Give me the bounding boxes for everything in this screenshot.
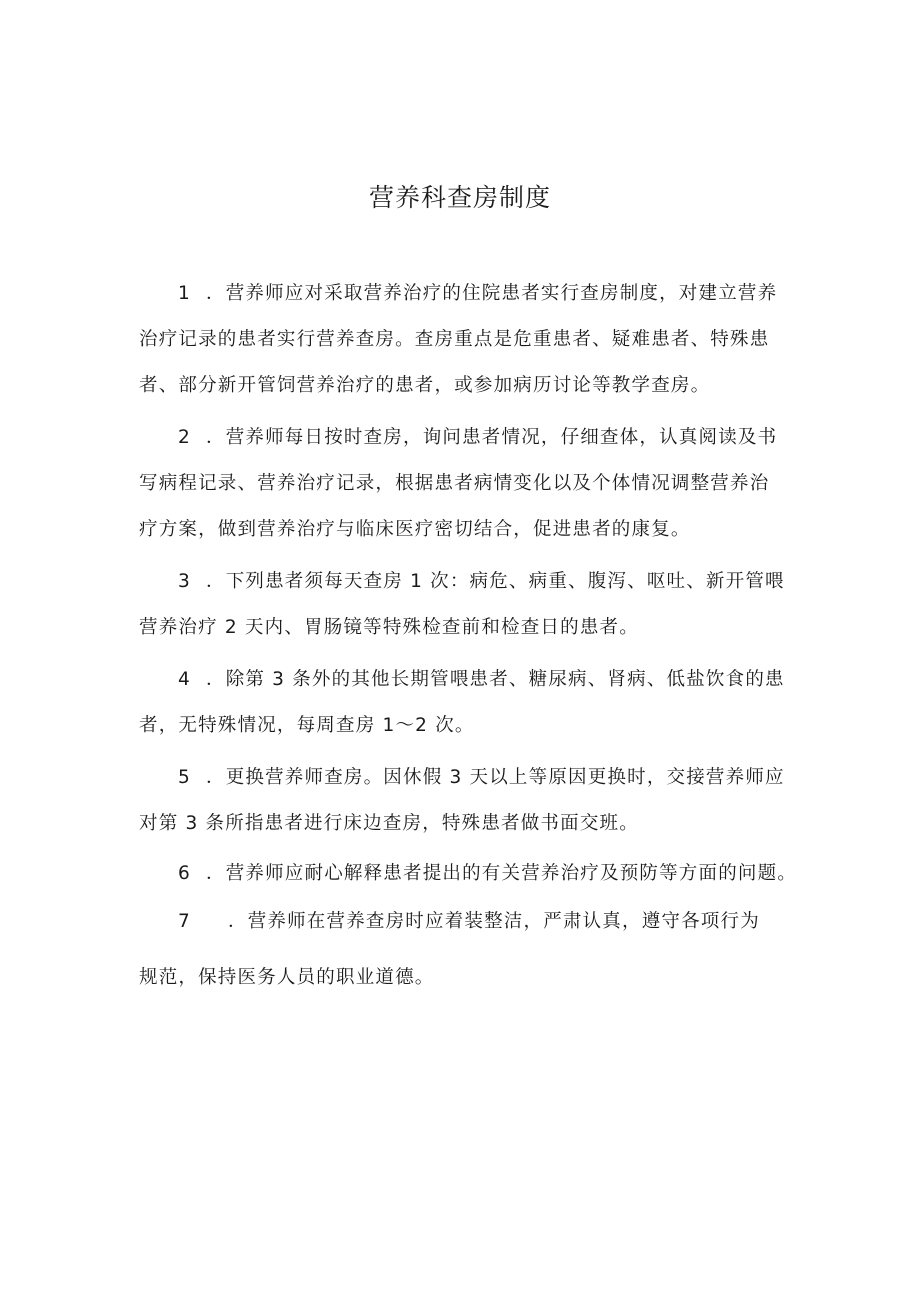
item-1-line-2: 治疗记录的患者实行营养查房。查房重点是危重患者、疑难患者、特殊患 <box>139 329 770 350</box>
item-number: 2 <box>178 427 191 448</box>
item-number: 7 <box>178 911 191 932</box>
item-2-line-3: 疗方案，做到营养治疗与临床医疗密切结合，促进患者的康复。 <box>139 519 691 540</box>
item-2-line-1: 2 ．营养师每日按时查房，询问患者情况，仔细查体，认真阅读及书 <box>178 424 777 452</box>
item-4-line-2: 者，无特殊情况，每周查房 1～2 次。 <box>139 715 475 736</box>
item-7-line-1: 7 ．营养师在营养查房时应着装整洁，严肃认真，遵守各项行为 <box>178 908 760 936</box>
item-4-line-1: 4 ．除第 3 条外的其他长期管喂患者、糖尿病、肾病、低盐饮食的患 <box>178 666 785 694</box>
item-number: 4 <box>178 669 191 690</box>
document-title: 营养科查房制度 <box>368 183 551 212</box>
item-number: 5 <box>178 767 191 788</box>
item-number: 1 <box>178 283 191 304</box>
item-5-line-1: 5 ．更换营养师查房。因休假 3 天以上等原因更换时，交接营养师应 <box>178 764 785 792</box>
item-1-line-1: 1 ．营养师应对采取营养治疗的住院患者实行查房制度，对建立营养 <box>178 280 777 308</box>
item-1-line-3: 者、部分新开管饲营养治疗的患者，或参加病历讨论等教学查房。 <box>139 375 711 396</box>
item-2-line-2: 写病程记录、营养治疗记录，根据患者病情变化以及个体情况调整营养治 <box>139 473 770 494</box>
item-6-line-1: 6 ．营养师应耐心解释患者提出的有关营养治疗及预防等方面的问题。 <box>178 860 797 888</box>
item-number: 3 <box>178 571 191 592</box>
item-3-line-1: 3 ．下列患者须每天查房 1 次：病危、病重、腹泻、呕吐、新开管喂 <box>178 568 785 596</box>
item-5-line-2: 对第 3 条所指患者进行床边查房，特殊患者做书面交班。 <box>139 813 639 834</box>
item-number: 6 <box>178 863 191 884</box>
item-3-line-2: 营养治疗 2 天内、胃肠镜等特殊检查前和检查日的患者。 <box>139 617 639 638</box>
item-7-line-2: 规范，保持医务人员的职业道德。 <box>139 967 435 988</box>
